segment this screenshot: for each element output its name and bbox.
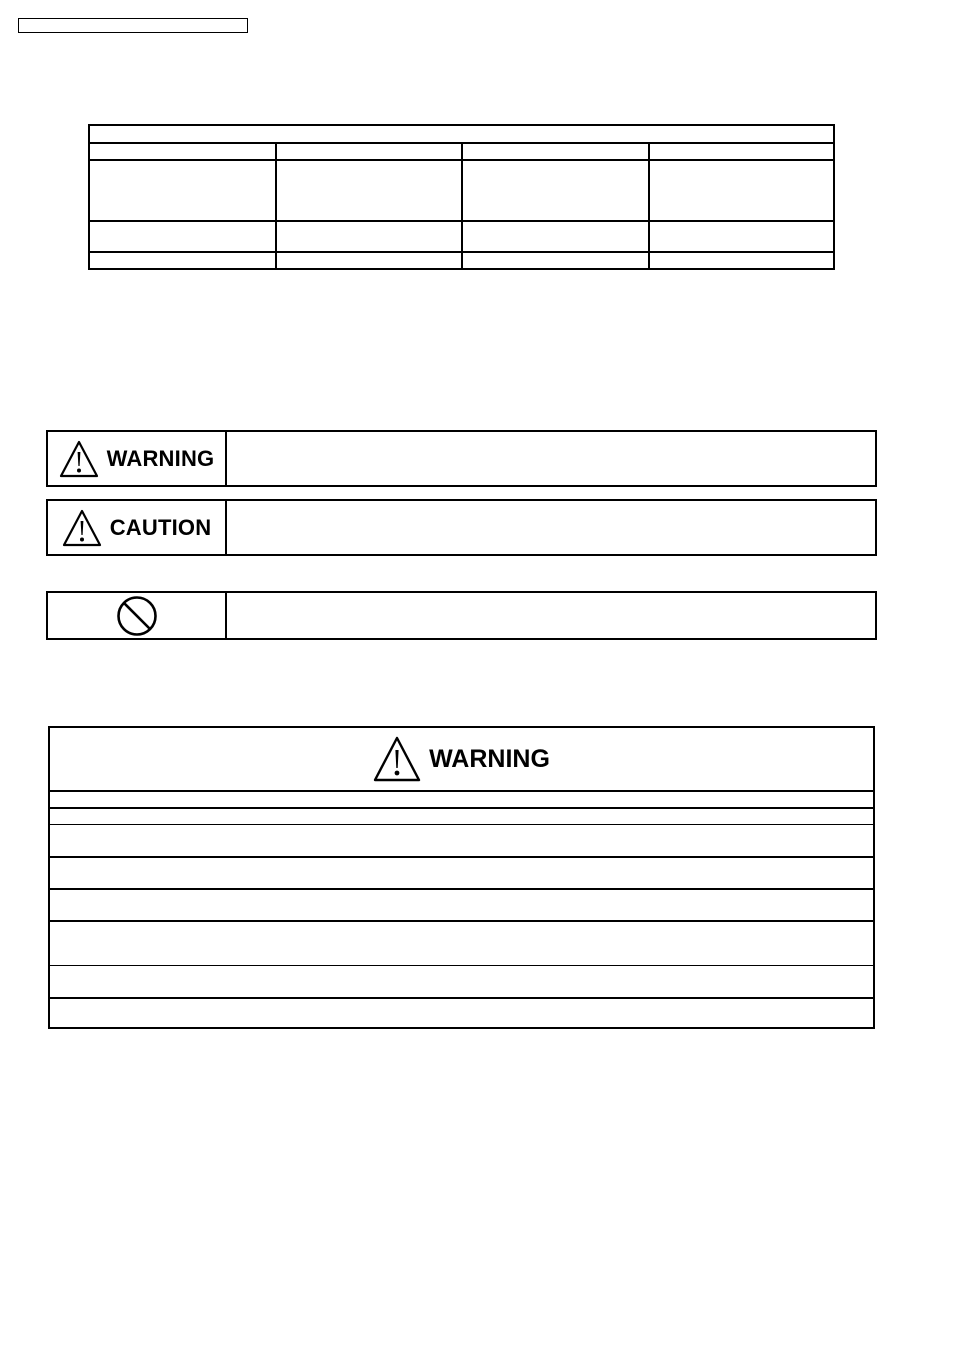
warning-symbol-box <box>46 430 877 487</box>
warning-table-title <box>50 728 873 790</box>
warning-table-row <box>50 888 873 922</box>
warning-description <box>238 432 865 485</box>
model-number-box <box>18 18 248 33</box>
info-table-column-rule <box>648 142 650 268</box>
warning-table-row <box>50 824 873 857</box>
info-table-column-rule <box>461 142 463 268</box>
warning-label: WARNING <box>106 445 215 471</box>
prohibited-icon <box>116 595 158 637</box>
warning-table-row <box>50 997 873 1029</box>
warning-table-row <box>50 920 873 967</box>
caution-description <box>238 501 865 554</box>
info-table-column-rule <box>275 142 277 268</box>
caution-symbol-cell <box>48 501 227 554</box>
warning-table-title-label: WARNING <box>429 744 550 773</box>
prohibited-symbol-box <box>46 591 877 640</box>
warning-table <box>48 726 875 1029</box>
caution-triangle-icon <box>62 509 102 547</box>
warning-triangle-icon <box>59 440 99 478</box>
warning-triangle-icon <box>373 736 421 782</box>
warning-table-row <box>50 965 873 998</box>
prohibited-symbol-cell <box>48 593 227 638</box>
caution-symbol-box <box>46 499 877 556</box>
caution-label: CAUTION <box>109 514 212 540</box>
info-table <box>88 124 835 270</box>
prohibited-description <box>238 593 865 638</box>
warning-table-row <box>50 856 873 890</box>
warning-symbol-cell <box>48 432 227 485</box>
